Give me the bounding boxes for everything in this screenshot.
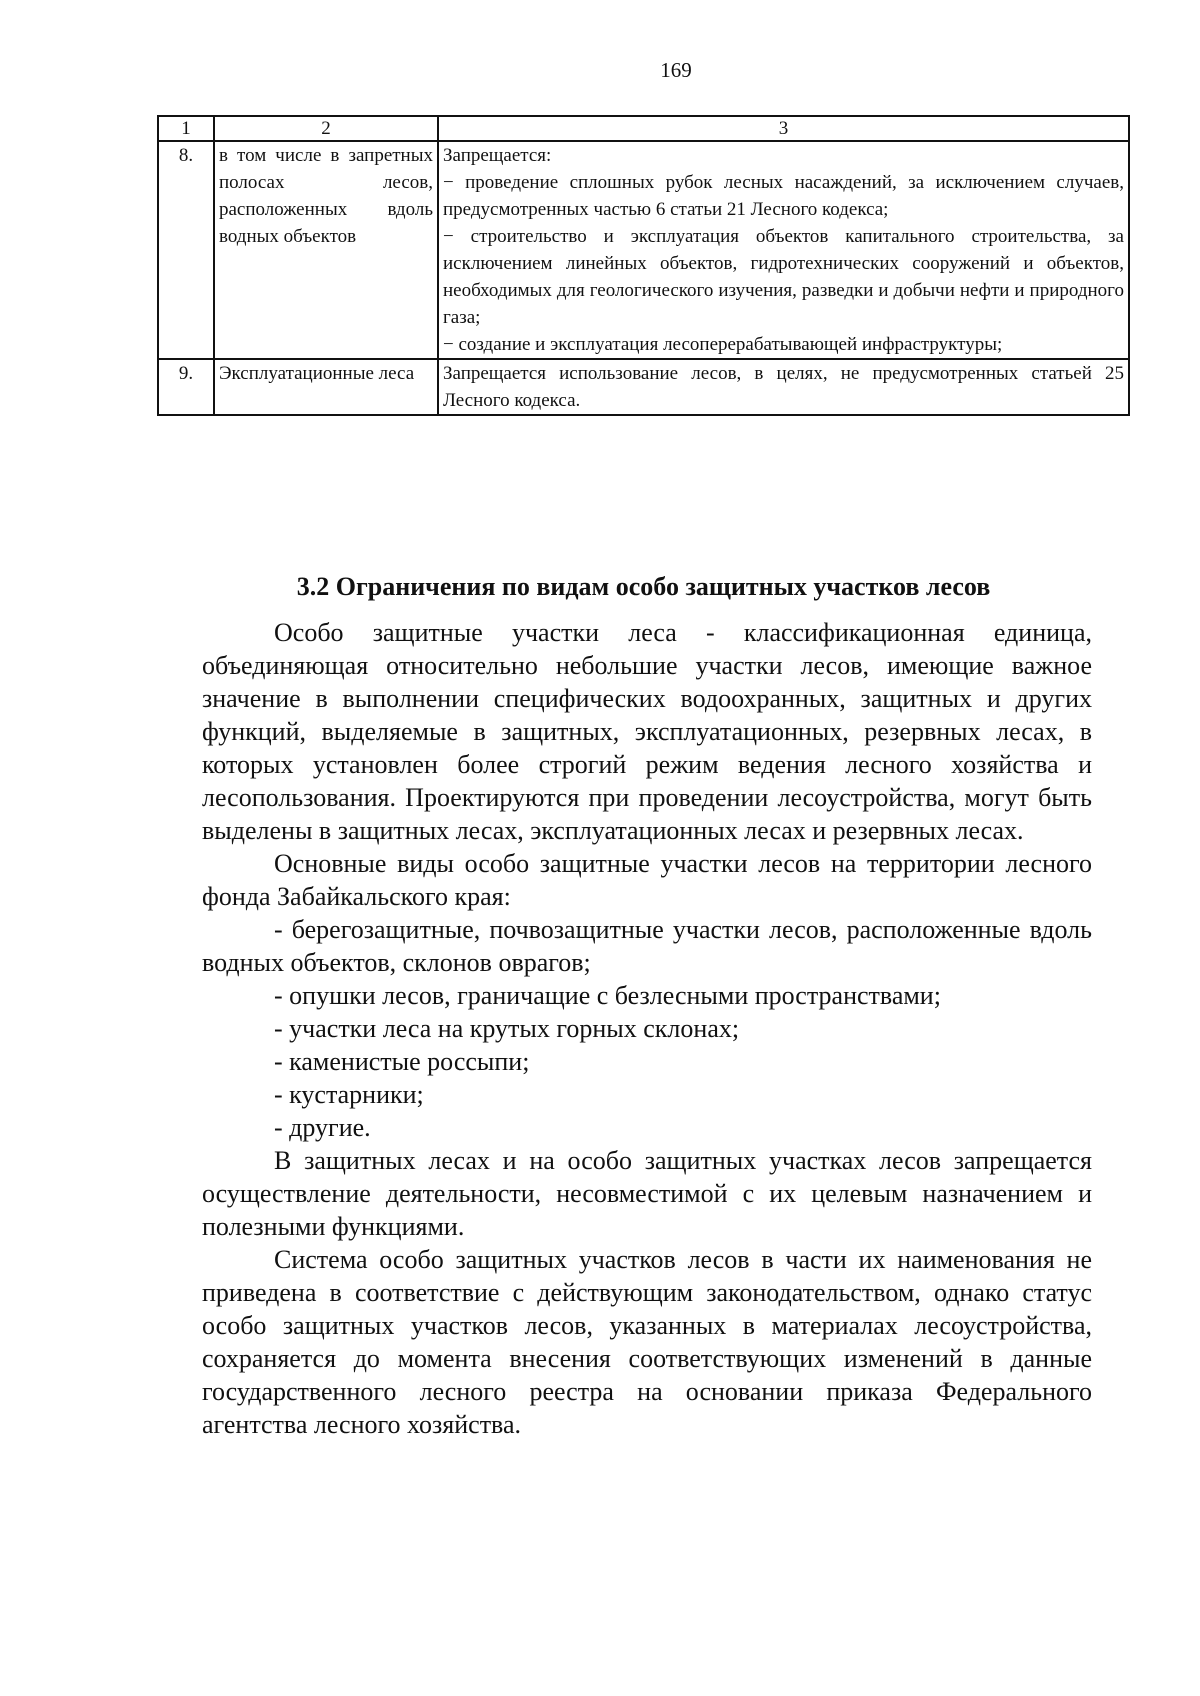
table-header-cell: 2 — [214, 116, 438, 141]
restriction-text: − создание и эксплуатация лесоперерабатывающей инфраструктуры; — [443, 334, 1003, 355]
list-item: - другие. — [274, 1113, 371, 1142]
list-item: - каменистые россыпи; — [274, 1047, 530, 1076]
paragraph: Основные виды особо защитные участки лесов на территории лесного фонда Забайкальского края: — [202, 849, 1092, 911]
section-heading: 3.2 Ограничения по видам особо защитных участков лесов — [296, 572, 991, 601]
list-item: - берегозащитные, почвозащитные участки лесов, расположенные вдоль водных объектов, склонов оврагов; — [202, 915, 1092, 977]
paragraph: В защитных лесах и на особо защитных участках лесов запрещается осуществление деятельности, несовместимой с их целевым назначением и полезными функциями. — [202, 1146, 1092, 1241]
table-row — [158, 141, 1129, 359]
row-number: 9. — [158, 359, 214, 415]
paragraph: Особо защитные участки леса - классификационная единица, объединяющая относительно небольшие участки лесов, имеющие важное значение в выполнении специфических водоохранных, защитных и других функций, выделяемые в защитных, эксплуатационных, резервных лесах, в которых установлен более строгий режим ведения лесного хозяйства и лесопользования. Проектируются при проведении лесоустройства, могут быть выделены в защитных лесах, эксплуатационных лесах и резервных лесах. — [202, 618, 1092, 845]
table-header-cell: 1 — [158, 116, 214, 141]
restrictions-cell — [438, 359, 1129, 415]
restriction-text: Запрещается использование лесов, в целях, не предусмотренных статьей 25 Лесного кодекса. — [443, 363, 1124, 411]
page-number: 169 — [660, 58, 692, 82]
table-row — [158, 359, 1129, 415]
table-header-cell: 3 — [438, 116, 1129, 141]
list-item: - опушки лесов, граничащие с безлесными пространствами; — [274, 981, 941, 1010]
forest-category: Эксплуатационные леса — [214, 359, 438, 415]
restrictions-table — [157, 115, 1130, 416]
row-number: 8. — [158, 141, 214, 359]
list-item: - кустарники; — [274, 1080, 424, 1109]
restriction-text: − строительство и эксплуатация объектов капитального строительства, за исключением линейных объектов, гидротехнических сооружений и объектов, необходимых для геологического изучения, разведки и добычи нефти и природного газа; — [443, 226, 1124, 328]
table-header-row — [158, 116, 1129, 141]
restrictions-cell — [438, 141, 1129, 359]
forest-category: в том числе в запретных полосах лесов, расположенных вдоль водных объектов — [214, 141, 438, 359]
list-item: - участки леса на крутых горных склонах; — [274, 1014, 740, 1043]
restriction-text: − проведение сплошных рубок лесных насаждений, за исключением случаев, предусмотренных частью 6 статьи 21 Лесного кодекса; — [443, 172, 1124, 220]
section-body — [202, 616, 1092, 1441]
restriction-text: Запрещается: — [443, 145, 552, 166]
paragraph: Система особо защитных участков лесов в части их наименования не приведена в соответствие с действующим законодательством, однако статус особо защитных участков лесов, указанных в материалах лесоустройства, сохраняется до момента внесения соответствующих изменений в данные государственного лесного реестра на основании приказа Федерального агентства лесного хозяйства. — [202, 1245, 1092, 1439]
